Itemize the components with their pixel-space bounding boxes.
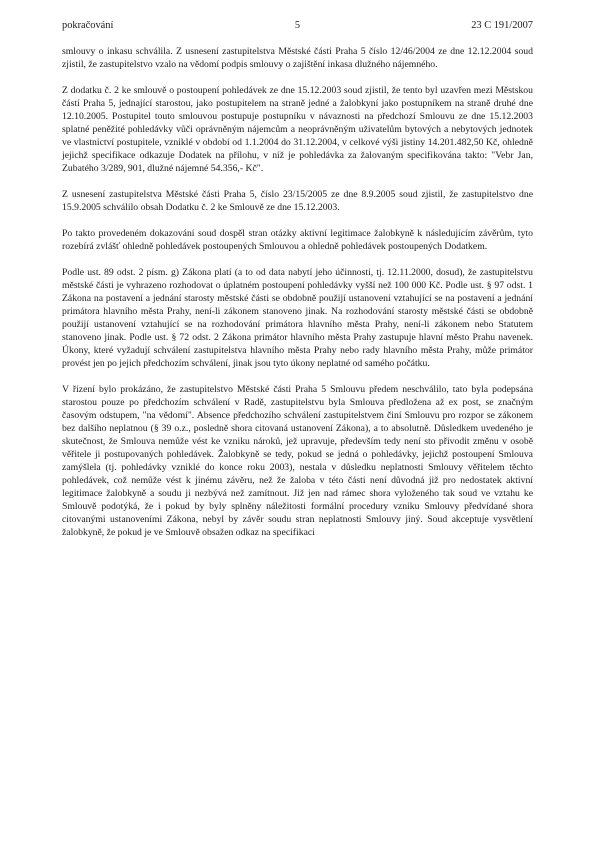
continuation-label: pokračování <box>62 20 114 31</box>
case-number: 23 C 191/2007 <box>471 20 533 31</box>
page-header <box>62 20 533 31</box>
paragraph-legal-provisions: Podle ust. 89 odst. 2 písm. g) Zákona platí (a to od data nabytí jeho účinnosti, tj. 12.11.2000, dosud), že zastupitelstvu městské části je vyhrazeno rozhodovat o úplatném postoupení pohledávky vyšší než 100 000 Kč. Podle ust. § 97 odst. 1 Zákona na postavení a jednání starosty městské části se obdobně použijí ustanovení vztahující se na postavení a jednání primátora hlavního města Prahy, není-li zákonem stanoveno jinak. Na rozhodování starosty městské části se obdobně použijí ustanovení vztahující se na rozhodování primátora hlavního města Prahy, není-li zákonem nebo Statutem stanoveno jinak. Podle ust. § 72 odst. 2 Zákona primátor hlavního města Prahy zastupuje hlavní město Prahu navenek. Úkony, které vyžadují schválení zastupitelstva hlavního města Prahy nebo rady hlavního města Prahy, může primátor provést jen po jejich předchozím schválení, jinak jsou tyto úkony neplatné od samého počátku. <box>62 267 533 369</box>
paragraph-dodatek-2: Z dodatku č. 2 ke smlouvě o postoupení pohledávek ze dne 15.12.2003 soud zjistil, že tento byl uzavřen mezi Městskou částí Praha 5, jednající starostou, jako postupitelem na straně jedné a žalobkyní jako postupníkem na straně druhé dne 12.10.2005. Postupitel touto smlouvou postupuje postupníku v návaznosti na předchozí Smlouvu ze dne 15.12.2003 splatné peněžité pohledávky vůči oprávněným nájemcům a neoprávněným uživatelům bytových a nebytových jednotek ve vlastnictví postupitele, vzniklé v období od 1.1.2004 do 31.12.2004, v celkové výši jistiny 14.201.482,50 Kč, ohledně jejichž specifikace odkazuje Dodatek na přílohu, v níž je pohledávka za žalovaným specifikována takto: "Vebr Jan, Zubatého 3/289, 901, dlužné nájemné 54.356,- Kč". <box>62 85 533 174</box>
page-number: 5 <box>294 20 301 31</box>
paragraph-inkaso-resolution: smlouvy o inkasu schválila. Z usnesení zastupitelstva Městské části Praha 5 číslo 12/46/2004 ze dne 12.12.2004 soud zjistil, že zastupitelstvo vzalo na vědomí podpis smlouvy o zajištění inkasa dlužného nájemného. <box>62 46 533 70</box>
document-body <box>62 45 533 539</box>
paragraph-resolution-2005: Z usnesení zastupitelstva Městské části Praha 5, číslo 23/15/2005 ze dne 8.9.2005 soud zjistil, že zastupitelstvo dne 15.9.2005 schválilo obsah Dodatku č. 2 ke Smlouvě ze dne 15.12.2003. <box>62 189 533 213</box>
paragraph-conclusion-intro: Po takto provedeném dokazování soud dospěl stran otázky aktivní legitimace žalobkyně k následujícím závěrům, tyto rozebírá zvlášť ohledně pohledávek postoupených Smlouvou a ohledně pohledávek postoupených Dodatkem. <box>62 228 533 252</box>
paragraph-evidence-findings: V řízení bylo prokázáno, že zastupitelstvo Městské části Praha 5 Smlouvu předem neschválilo, tato byla podepsána starostou pouze po předchozím schválení v Radě, zastupitelstvu byla Smlouva předložena až ex post, se značným časovým odstupem, "na vědomí". Absence předchozího schválení zastupitelstvem činí Smlouvu pro rozpor se zákonem bez dalšího neplatnou (§ 39 o.z., posledně shora citovaná ustanovení Zákona), a to absolutně. Důsledkem uvedeného je skutečnost, že Smlouva nemůže vést ke vzniku nároků, jež upravuje, především tedy není sto přivodit změnu v osobě věřitele ji postupovaných pohledávek. Žalobkyně se tedy, pokud se jedná o pohledávky, jejichž postoupení Smlouva zamýšlela (tj. pohledávky vzniklé do konce roku 2003), nestala v důsledku neplatnosti Smlouvy věřitelem těchto pohledávek, což nemůže vést k jinému závěru, než že žaloba v této části není důvodná již pro nedostatek aktivní legitimace žalobkyně a soudu ji nezbývá než zamítnout. Již jen nad rámec shora vyloženého tak soud ve vztahu ke Smlouvě podotýká, že i pokud by byly splněny náležitosti formální procedury vzniku Smlouvy předvídané shora citovanými ustanoveními Zákona, nebyl by závěr soudu stran neplatnosti Smlouvy jiný. Soud akceptuje vysvětlení žalobkyně, že pokud je ve Smlouvě obsažen odkaz na specifikaci <box>62 384 533 538</box>
